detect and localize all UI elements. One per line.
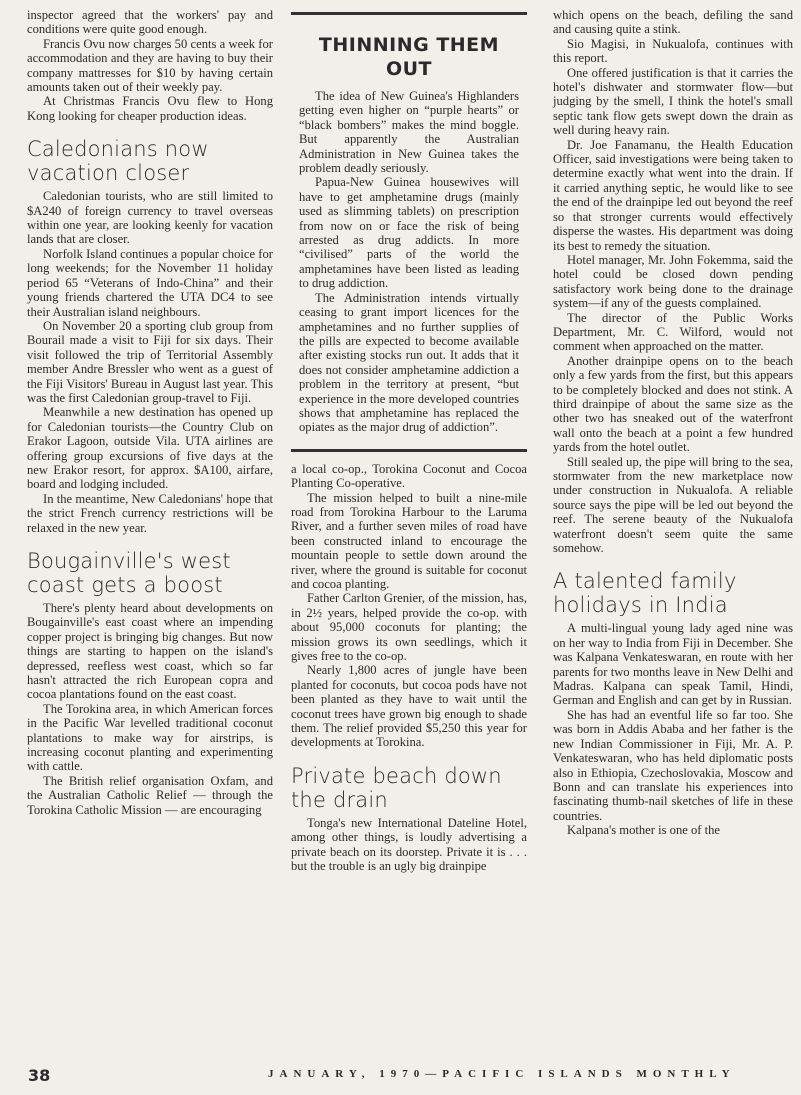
headline-talented-family: A talented family holidays in India bbox=[553, 569, 737, 618]
paragraph: Norfolk Island continues a popular choice for long weekends; for the November 11 holiday period 65 “Veterans of Indo-China” and their young friends chartered the UTA DC4 to see their Australian island neighbours. bbox=[27, 246, 273, 319]
paragraph: Father Carlton Grenier, of the mission, has, in 2½ years, helped provide the co-op. with about 95,000 coconuts for planting; the mission grows its own seedlings, which it gives free to the co-op. bbox=[291, 591, 527, 664]
page-number: 38 bbox=[28, 1066, 51, 1085]
paragraph: Meanwhile a new destination has opened up for Caledonian tourists—the Country Club on Erakor Lagoon, outside Vila. UTA airlines are offering group excursions of five days at the new Erakor resort, for approx. $A100, airfare, board and lodging included. bbox=[27, 405, 273, 492]
paragraph: Hotel manager, Mr. John Fokemma, said the hotel could be closed down pending satisfactory work being done to the drainage system—if any of the guests complained. bbox=[553, 252, 793, 311]
paragraph: The British relief organisation Oxfam, and the Australian Catholic Relief — through the Torokina Catholic Mission — are encouraging bbox=[27, 773, 273, 817]
paragraph: Another drainpipe opens on to the beach only a few yards from the first, but this appears to be completely blocked and does not stink. A third drainpipe of about the same size as the other two has sneaked out of the waterfront wall onto the beach at a point a few hundred yards from the hotel outlet. bbox=[553, 353, 793, 455]
sidebar-box bbox=[291, 33, 527, 435]
paragraph: The Torokina area, in which American forces in the Pacific War levelled traditional coconut plantations to make way for airstrips, is increasing coconut planting and experimenting with cattle. bbox=[27, 701, 273, 774]
paragraph: At Christmas Francis Ovu flew to Hong Kong looking for cheaper production ideas. bbox=[27, 94, 273, 123]
paragraph: Dr. Joe Fanamanu, the Health Education Officer, said investigations were being taken to determine exactly what went into the drain. If it carried anything septic, he would like to see the end of the drainpipe led out beyond the reef so that stronger currents would effectively disperse the wastes. His department was doing its best to remedy the situation. bbox=[553, 137, 793, 253]
paragraph: She has had an eventful life so far too. She was born in Addis Ababa and her father is the new Indian Commissioner in Fiji, Mr. A. P. Venkateswaran, who has held diplomatic posts also in Ethiopia, Czechoslovakia, Moscow and Bonn and can translate his experiences into fascinating thumb-nail sketches of life in these countries. bbox=[553, 707, 793, 823]
paragraph: A multi-lingual young lady aged nine was on her way to India from Fiji in December. She was Kalpana Venkateswaran, en route with her parents for two months leave in New Delhi and Madras. Kalpana can speak Tamil, Hindi, German and English and can get by in Russian. bbox=[553, 621, 793, 708]
box-top-rule bbox=[291, 12, 527, 15]
paragraph: Sio Magisi, in Nukualofa, continues with this report. bbox=[553, 36, 793, 66]
paragraph: Kalpana's mother is one of the bbox=[567, 823, 721, 838]
running-footer: JANUARY, 1970—PACIFIC ISLANDS MONTHLY bbox=[268, 1068, 736, 1080]
paragraph: Francis Ovu now charges 50 cents a week for accommodation and they are having to buy their company mattresses for $10 by having certain amounts taken out of their weekly pay. bbox=[27, 36, 273, 95]
paragraph: The director of the Public Works Department, Mr. C. Wilford, would not comment when approached on the matter. bbox=[553, 310, 793, 354]
paragraph: Nearly 1,800 acres of jungle have been planted for coconuts, but cocoa pods have not been planted as they have to wait until the coconut trees have grown big enough to shade them. The relief provided $5,250 this year for developments at Torokina. bbox=[291, 663, 527, 750]
column-3 bbox=[553, 8, 793, 838]
paragraph: In the meantime, New Caledonians' hope that the strict French currency restrictions will be relaxed in the new year. bbox=[27, 491, 273, 535]
paragraph: The mission helped to built a nine-mile road from Torokina Harbour to the Laruma River, and a further seven miles of road have been constructed inland to encourage the mountain people to settle down around the river, where the ground is suitable for coconut and cocoa planting. bbox=[291, 490, 527, 591]
paragraph: Papua-New Guinea housewives will have to get amphetamine drugs (mainly used as slimming tablets) on prescription from now on or face the risk of being arrested as drug addicts. In more “civilised” parts of the world the amphetamines have been listed as leading to drug addiction. bbox=[299, 175, 519, 291]
box-headline: THINNING THEM OUT bbox=[318, 34, 500, 80]
paragraph: inspector agreed that the workers' pay and conditions were quite good enough. bbox=[27, 8, 273, 37]
paragraph: On November 20 a sporting club group from Bourail made a visit to Fiji for six days. Their visit followed the trip of Territorial Assembly member Andre Bressler who went as a guest of the Fiji Visitors' Bureau in August last year. This was the first Caledonian group-travel to Fiji. bbox=[27, 318, 273, 405]
paragraph: One offered justification is that it carries the hotel's dishwater and stormwater flow—but judging by the smell, I think the hotel's small septic tank flow gets swept down the drain as well during heavy rain. bbox=[553, 65, 793, 138]
headline-caledonians: Caledonians now vacation closer bbox=[27, 137, 209, 186]
column-2 bbox=[291, 8, 527, 874]
headline-private-beach: Private beach down the drain bbox=[291, 763, 502, 812]
paragraph: There's plenty heard about developments on Bougainville's east coast where an impending copper project is bringing big changes. But now things are starting to happen on the island's depressed, reefless west coast, which so far hasn't attracted the rich European copra and cocoa plantations found on the east coast. bbox=[27, 601, 273, 702]
paragraph: Tonga's new International Dateline Hotel, among other things, is loudly advertising a private beach on its doorstep. Private it is . . . but the trouble is an ugly big drainpipe bbox=[291, 815, 527, 874]
paragraph: The idea of New Guinea's Highlanders getting even higher on “purple hearts” or “black bombers” makes the mind boggle. But apparently the Australian Administration in New Guinea takes the problem deadly seriously. bbox=[299, 89, 519, 176]
page-footer bbox=[0, 1062, 801, 1092]
headline-bougainville: Bougainville's west coast gets a boost bbox=[27, 549, 231, 597]
paragraph: a local co-op., Torokina Coconut and Cocoa Planting Co-operative. bbox=[291, 461, 527, 491]
paragraph: The Administration intends virtually ceasing to grant import licences for the amphetamines and no further supplies of the pills are expected to become available after existing stocks run out. It adds that it does not consider amphetamine addiction a problem in the territory at present, “but experience in the more developed countries shows that amphetamine has replaced the opiates as the major drug of addiction”. bbox=[299, 290, 519, 435]
paragraph: which opens on the beach, defiling the sand and causing quite a stink. bbox=[553, 8, 793, 37]
paragraph: Caledonian tourists, who are still limited to $A240 of foreign currency to travel overseas within one year, are looking keenly for vacation lands that are closer. bbox=[27, 189, 273, 247]
box-bottom-rule bbox=[291, 449, 527, 452]
paragraph: Still sealed up, the pipe will bring to the sea, stormwater from the new marketplace now under construction in Nukualofa. A reliable source says the pipe will be led out beyond the reef. The serene beauty of the Nukualofa waterfront doesn't seem quite the same somehow. bbox=[553, 454, 793, 556]
column-1 bbox=[27, 8, 273, 817]
